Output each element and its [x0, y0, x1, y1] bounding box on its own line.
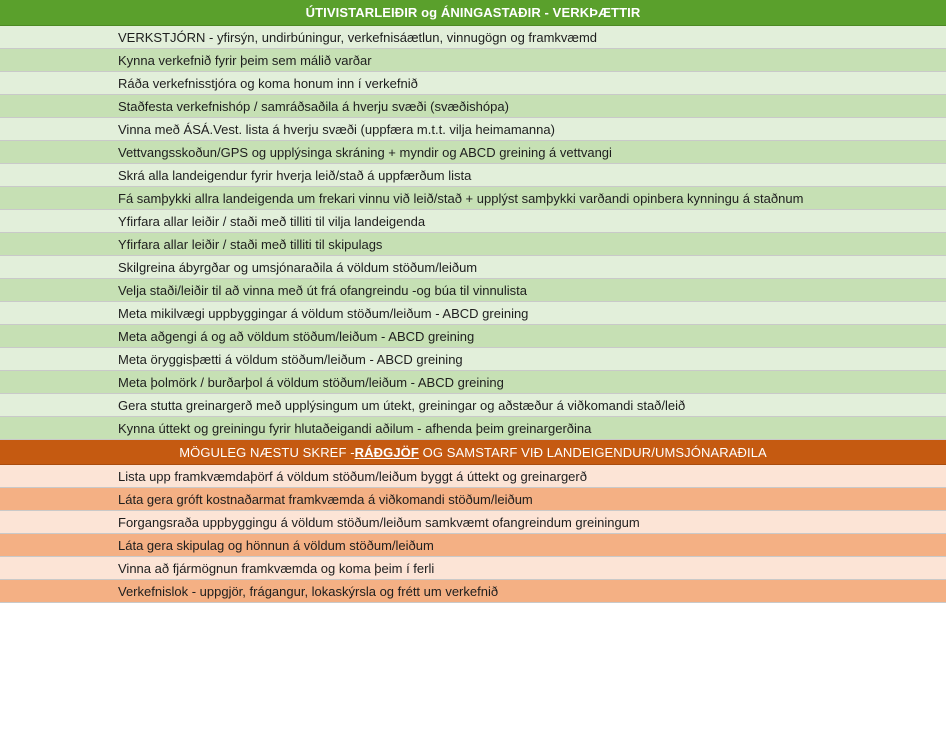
task-label: Láta gera gróft kostnaðarmat framkvæmda á viðkomandi stöðum/leiðum	[118, 491, 533, 507]
task-label: Meta þolmörk / burðarþol á völdum stöðum/leiðum - ABCD greining	[118, 374, 504, 390]
section-header-tasks	[0, 0, 946, 26]
table-row[interactable]	[0, 118, 946, 141]
task-label: Kynna verkefnið fyrir þeim sem málið varðar	[118, 52, 372, 68]
task-label: Forgangsraða uppbyggingu á völdum stöðum/leiðum samkvæmt ofangreindum greiningum	[118, 514, 640, 530]
task-label: Yfirfara allar leiðir / staði með tilliti til skipulags	[118, 236, 383, 252]
table-row[interactable]	[0, 465, 946, 488]
table-row[interactable]	[0, 580, 946, 603]
table-row[interactable]	[0, 49, 946, 72]
table-row[interactable]	[0, 488, 946, 511]
task-label: Vinna með ÁSÁ.Vest. lista á hverju svæði (uppfæra m.t.t. vilja heimamanna)	[118, 121, 555, 137]
task-label: Velja staði/leiðir til að vinna með út frá ofangreindu -og búa til vinnulista	[118, 282, 528, 298]
task-label: Fá samþykki allra landeigenda um frekari vinnu við leið/stað + upplýst samþykki varðandi opinbera kynningu á staðnum	[118, 190, 804, 206]
task-label: Meta aðgengi á og að völdum stöðum/leiðum - ABCD greining	[118, 328, 475, 344]
table-row[interactable]	[0, 534, 946, 557]
table-row[interactable]	[0, 557, 946, 580]
table-row[interactable]	[0, 233, 946, 256]
task-label: Verkefnislok - uppgjör, frágangur, lokaskýrsla og frétt um verkefnið	[118, 583, 499, 599]
table-row[interactable]	[0, 348, 946, 371]
task-label: Skrá alla landeigendur fyrir hverja leið/stað á uppfærðum lista	[118, 167, 472, 183]
task-label: Meta mikilvægi uppbyggingar á völdum stöðum/leiðum - ABCD greining	[118, 305, 529, 321]
table-row[interactable]	[0, 279, 946, 302]
table-row[interactable]	[0, 256, 946, 279]
table-row[interactable]	[0, 302, 946, 325]
task-label: Yfirfara allar leiðir / staði með tilliti til vilja landeigenda	[118, 213, 426, 229]
section-title-underlined: RÁÐGJÖF	[354, 444, 419, 460]
table-row[interactable]	[0, 210, 946, 233]
task-label: Láta gera skipulag og hönnun á völdum stöðum/leiðum	[118, 537, 434, 553]
section-title-pre: MÖGULEG NÆSTU SKREF -	[179, 444, 355, 460]
task-label: Lista upp framkvæmdaþörf á völdum stöðum/leiðum byggt á úttekt og greinargerð	[118, 468, 587, 484]
table-row[interactable]	[0, 72, 946, 95]
task-label: Meta öryggisþætti á völdum stöðum/leiðum - ABCD greining	[118, 351, 463, 367]
task-label: Skilgreina ábyrgðar og umsjónaraðila á völdum stöðum/leiðum	[118, 259, 478, 275]
table-row[interactable]	[0, 417, 946, 440]
task-label: Gera stutta greinargerð með upplýsingum um útekt, greiningar og aðstæður á viðkomandi stað/leið	[118, 397, 686, 413]
table-row[interactable]	[0, 141, 946, 164]
table-row[interactable]	[0, 164, 946, 187]
task-label: Vinna að fjármögnun framkvæmda og koma þeim í ferli	[118, 560, 435, 576]
section-title-tasks: ÚTIVISTARLEIÐIR og ÁNINGASTAÐIR - VERKÞÆTTIR	[305, 5, 641, 20]
task-label: VERKSTJÓRN - yfirsýn, undirbúningur, verkefnisáætlun, vinnugögn og framkvæmd	[118, 29, 598, 45]
table-row[interactable]	[0, 511, 946, 534]
table-row[interactable]	[0, 26, 946, 49]
table-row[interactable]	[0, 394, 946, 417]
table-row[interactable]	[0, 371, 946, 394]
table-row[interactable]	[0, 95, 946, 118]
task-label: Kynna úttekt og greiningu fyrir hlutaðeigandi aðilum - afhenda þeim greinargerðina	[118, 420, 592, 436]
task-label: Ráða verkefnisstjóra og koma honum inn í verkefnið	[118, 75, 418, 91]
task-label: Vettvangsskoðun/GPS og upplýsinga skráning + myndir og ABCD greining á vettvangi	[118, 144, 612, 160]
task-label: Staðfesta verkefnishóp / samráðsaðila á hverju svæði (svæðishópa)	[118, 98, 509, 114]
table-row[interactable]	[0, 187, 946, 210]
section-header-next-steps	[0, 440, 946, 465]
table-row[interactable]	[0, 325, 946, 348]
section-title-post: OG SAMSTARF VIÐ LANDEIGENDUR/UMSJÓNARAÐILA	[418, 444, 767, 460]
